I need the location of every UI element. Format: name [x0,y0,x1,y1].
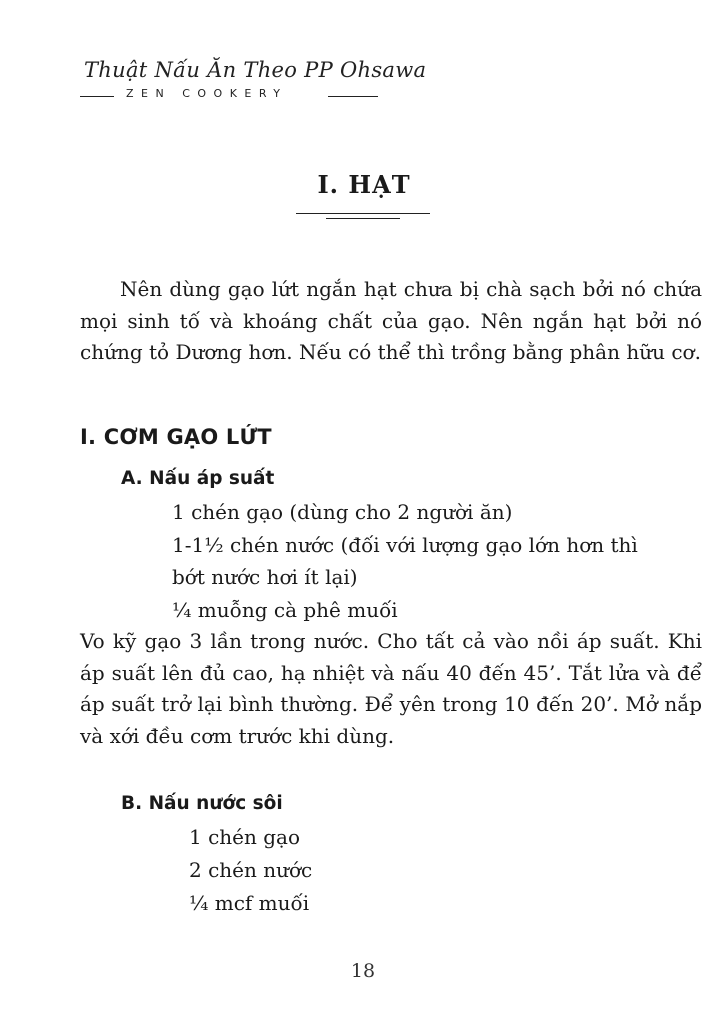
chapter-rule-top [296,213,430,214]
header-rule-left [80,96,114,97]
subsection-a-heading: A. Nấu áp suất [121,468,275,489]
header-rule-right [328,96,378,97]
ingredient-line: 1-1½ chén nước (đối với lượng gạo lớn hơn thì [172,533,638,557]
intro-paragraph: Nên dùng gạo lứt ngắn hạt chưa bị chà sạch bởi nó chứa mọi sinh tố và khoáng chất của gạo. Nên ngắn hạt bởi nó chứng tỏ Dương hơn. Nếu có thể thì trồng bằng phân hữu cơ. [80,277,702,364]
chapter-title: I. HẠT [317,170,411,199]
ingredient-line: bớt nước hơi ít lại) [172,565,358,589]
method-paragraph: Vo kỹ gạo 3 lần trong nước. Cho tất cả vào nồi áp suất. Khi áp suất lên đủ cao, hạ nhiệt và nấu 40 đến 45’. Tắt lửa và để áp suất trở lại bình thường. Để yên trong 10 đến 20’. Mở nắp và xới đều cơm trước khi dùng. [80,629,702,748]
ingredient-line: ¼ mcf muối [189,891,310,915]
subsection-b-heading: B. Nấu nước sôi [121,793,283,814]
section-heading: I. CƠM GẠO LỨT [80,425,272,449]
ingredient-line: 1 chén gạo [189,825,301,849]
ingredient-line: ¼ muỗng cà phê muối [172,598,398,622]
running-header-title: Thuật Nấu Ăn Theo PP Ohsawa [84,58,427,82]
ingredient-line: 1 chén gạo (dùng cho 2 người ăn) [172,500,513,524]
page-number: 18 [350,960,376,982]
chapter-rule-bottom [326,218,400,219]
running-header-subtitle: ZEN COOKERY [126,87,288,100]
ingredient-line: 2 chén nước [189,858,313,882]
